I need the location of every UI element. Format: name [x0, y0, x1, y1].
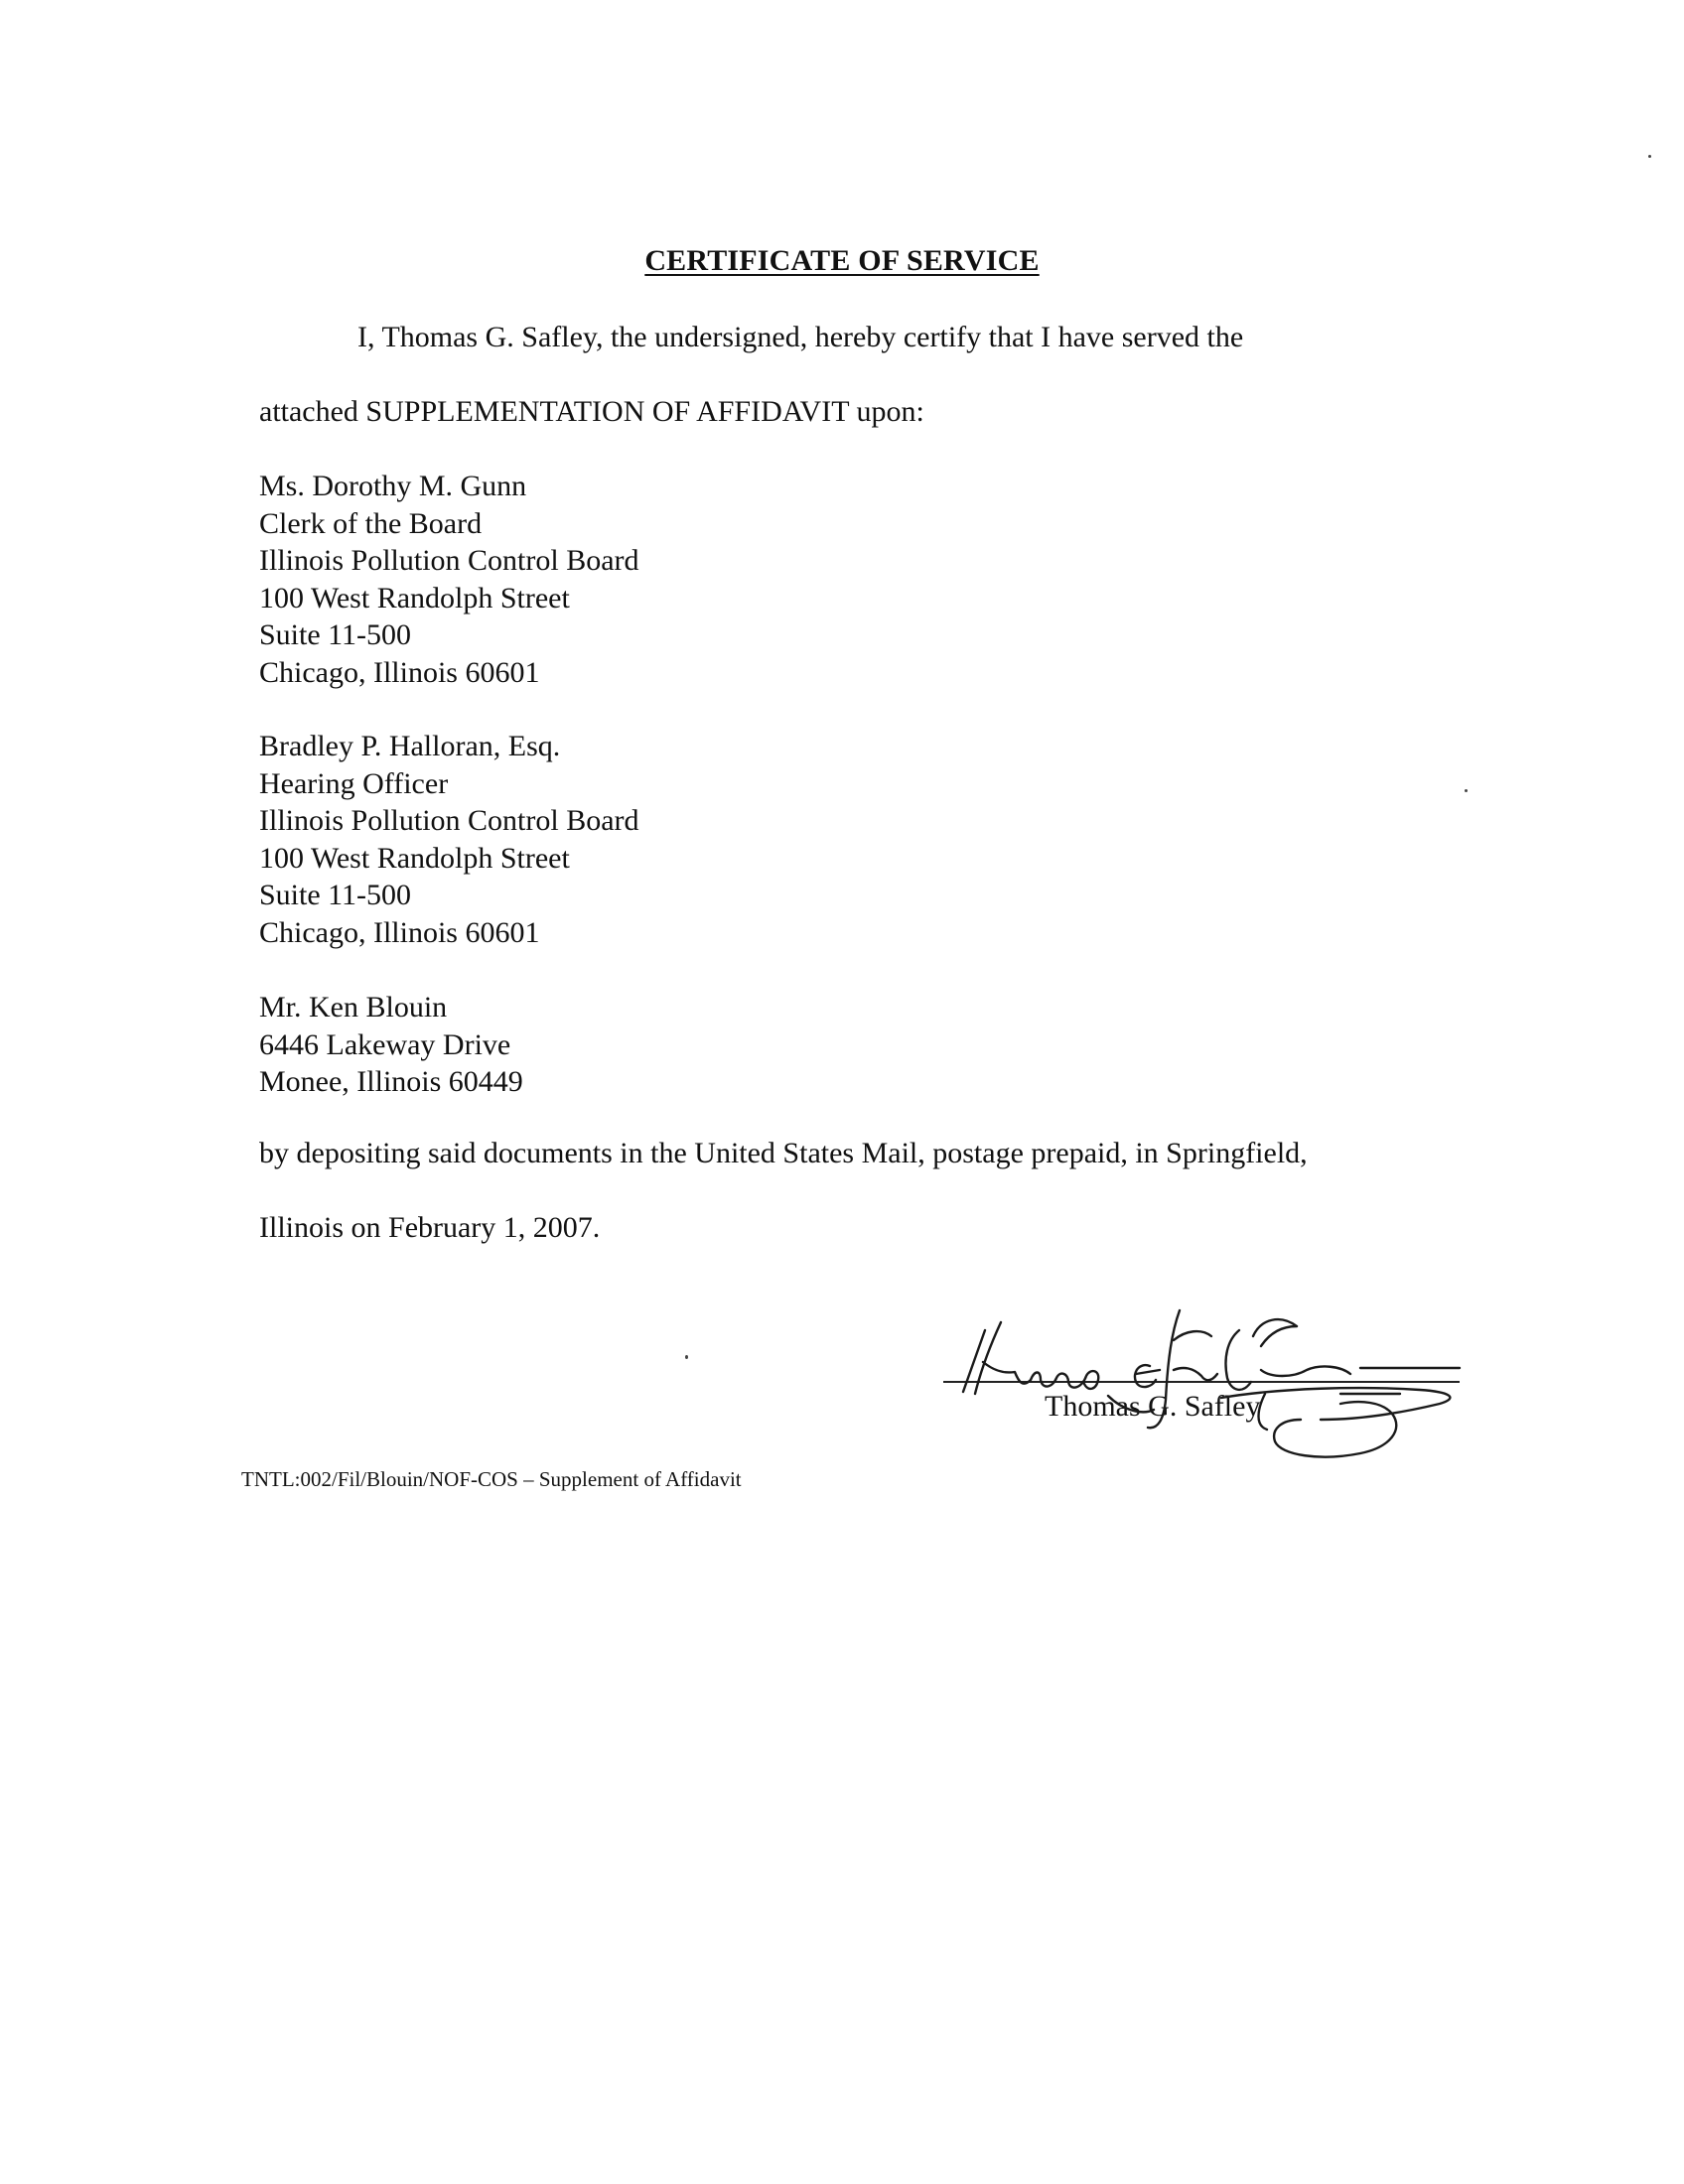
address-line: Clerk of the Board: [259, 506, 483, 540]
recipient-address-blouin: [259, 989, 523, 1101]
address-line: Chicago, Illinois 60601: [259, 655, 540, 689]
scan-speck: [1465, 789, 1468, 792]
closing-line-2: Illinois on February 1, 2007.: [259, 1211, 601, 1244]
address-line: 100 West Randolph Street: [259, 581, 570, 614]
document-title: CERTIFICATE OF SERVICE: [644, 244, 1040, 277]
address-line: Illinois Pollution Control Board: [259, 544, 639, 577]
footer-reference: TNTL:002/Fil/Blouin/NOF-COS – Supplement of Affidavit: [241, 1467, 742, 1491]
address-line: 6446 Lakeway Drive: [259, 1027, 511, 1061]
intro-line-1: I, Thomas G. Safley, the undersigned, hereby certify that I have served the: [357, 321, 1244, 353]
scan-speck: [1648, 155, 1651, 158]
address-line: Illinois Pollution Control Board: [259, 804, 639, 837]
recipient-address-halloran: [259, 728, 639, 951]
address-line: Bradley P. Halloran, Esq.: [259, 730, 561, 762]
address-line: Mr. Ken Blouin: [259, 991, 448, 1024]
closing-line-1: by depositing said documents in the United States Mail, postage prepaid, in Springfield,: [259, 1137, 1308, 1169]
address-line: Suite 11-500: [259, 618, 412, 651]
address-line: Ms. Dorothy M. Gunn: [259, 470, 527, 502]
address-line: Monee, Illinois 60449: [259, 1065, 523, 1098]
address-line: 100 West Randolph Street: [259, 841, 570, 875]
intro-line-2: attached SUPPLEMENTATION OF AFFIDAVIT upon:: [259, 395, 924, 428]
signer-name: Thomas G. Safley: [1045, 1390, 1261, 1423]
handwritten-signature: [923, 1271, 1479, 1489]
recipient-address-gunn: [259, 468, 639, 691]
address-line: Hearing Officer: [259, 766, 449, 800]
address-line: Chicago, Illinois 60601: [259, 915, 540, 949]
scan-speck: [685, 1355, 688, 1359]
address-line: Suite 11-500: [259, 879, 412, 911]
